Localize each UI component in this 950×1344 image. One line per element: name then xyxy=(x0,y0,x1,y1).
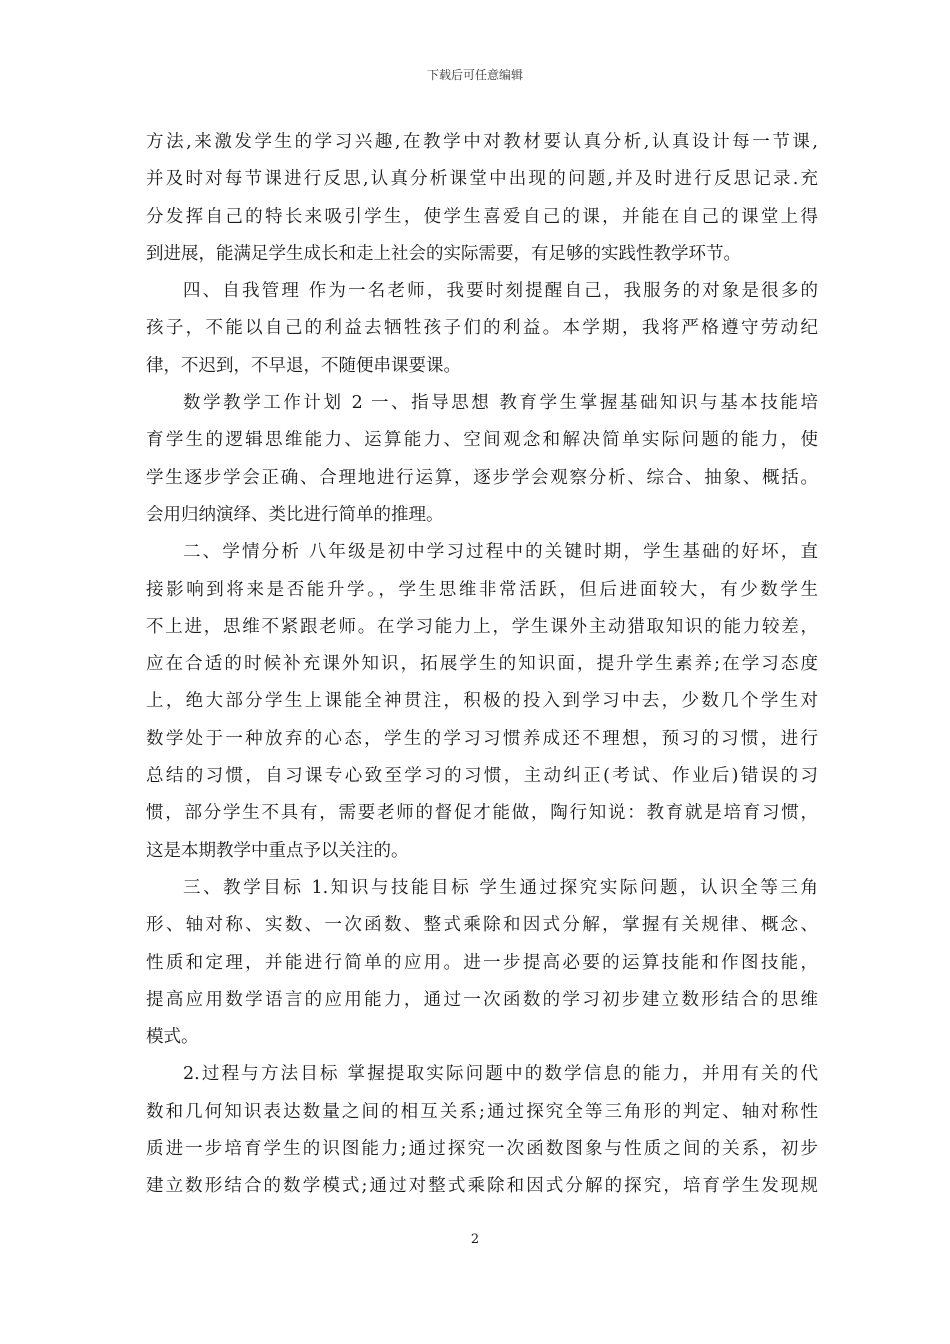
text-line: 建立数形结合的数学模式;通过对整式乘除和因式分解的探究，培育学生发现规 xyxy=(146,1176,818,1197)
text-line: 形、轴对称、实数、一次函数、整式乘除和因式分解，掌握有关规律、概念、 xyxy=(146,915,818,936)
text-line: 分发挥自己的特长来吸引学生，使学生喜爱自己的课，并能在自己的课堂上得 xyxy=(146,206,818,227)
text-line: 接影响到将来是否能升学。，学生思维非常活跃，但后进面较大，有少数学生 xyxy=(146,579,818,600)
document-body xyxy=(146,124,818,1206)
text-line: 性质和定理，并能进行简单的应用。进一步提高必要的运算技能和作图技能， xyxy=(146,952,818,973)
text-line: 这是本期教学中重点予以关注的。 xyxy=(146,840,409,861)
text-line: 惯，部分学生不具有，需要老师的督促才能做，陶行知说：教育就是培育习惯， xyxy=(146,803,818,824)
paragraph-methods-continued xyxy=(146,124,818,273)
text-line: 二、学情分析 八年级是初中学习过程中的关键时期，学生基础的好坏，直 xyxy=(183,542,818,563)
text-line: 三、教学目标 1.知识与技能目标 学生通过探究实际问题，认识全等三角 xyxy=(183,877,818,898)
text-line: 模式。 xyxy=(146,1027,199,1048)
paragraph-teaching-goals xyxy=(146,870,818,1056)
text-line: 四、自我管理 作为一名老师，我要时刻提醒自己，我服务的对象是很多的 xyxy=(183,281,818,302)
text-line: 到进展，能满足学生成长和走上社会的实际需要，有足够的实践性教学环节。 xyxy=(146,243,741,264)
paragraph-process-method-goals xyxy=(146,1056,818,1205)
text-line: 育学生的逻辑思维能力、运算能力、空间观念和解决简单实际问题的能力，使 xyxy=(146,430,818,451)
text-line: 会用归纳演绎、类比进行简单的推理。 xyxy=(146,504,444,525)
text-line: 不上进，思维不紧跟老师。在学习能力上，学生课外主动猎取知识的能力较差， xyxy=(146,616,818,637)
text-line: 上，绝大部分学生上课能全神贯注，积极的投入到学习中去，少数几个学生对 xyxy=(146,691,818,712)
page-header: 下载后可任意编辑 xyxy=(426,68,523,82)
text-line: 质进一步培育学生的识图能力;通过探究一次函数图象与性质之间的关系，初步 xyxy=(146,1139,818,1160)
text-line: 数学教学工作计划 2 一、指导思想 教育学生掌握基础知识与基本技能培 xyxy=(183,393,818,414)
text-line: 学生逐步学会正确、合理地进行运算，逐步学会观察分析、综合、抽象、概括。 xyxy=(146,467,818,488)
text-line: 总结的习惯，自习课专心致至学习的习惯，主动纠正(考试、作业后)错误的习 xyxy=(146,766,818,787)
paragraph-plan-2-guiding-idea xyxy=(146,385,818,534)
text-line: 数学处于一种放弃的心态，学生的学习习惯养成还不理想，预习的习惯，进行 xyxy=(146,728,818,749)
text-line: 应在合适的时候补充课外知识，拓展学生的知识面，提升学生素养;在学习态度 xyxy=(146,654,818,675)
text-line: 提高应用数学语言的应用能力，通过一次函数的学习初步建立数形结合的思维 xyxy=(146,989,818,1010)
page-number: 2 xyxy=(470,1232,480,1247)
paragraph-self-management xyxy=(146,273,818,385)
text-line: 2.过程与方法目标 掌握提取实际问题中的数学信息的能力，并用有关的代 xyxy=(183,1064,818,1085)
paragraph-student-analysis xyxy=(146,534,818,870)
text-line: 数和几何知识表达数量之间的相互关系;通过探究全等三角形的判定、轴对称性 xyxy=(146,1101,818,1122)
text-line: 并及时对每节课进行反思,认真分析课堂中出现的问题,并及时进行反思记录.充 xyxy=(146,169,818,190)
text-line: 方法,来激发学生的学习兴趣,在教学中对教材要认真分析,认真设计每一节课, xyxy=(146,132,818,152)
text-line: 孩子，不能以自己的利益去牺牲孩子们的利益。本学期，我将严格遵守劳动纪 xyxy=(146,318,818,339)
text-line: 律，不迟到，不早退，不随便串课要课。 xyxy=(146,355,461,376)
